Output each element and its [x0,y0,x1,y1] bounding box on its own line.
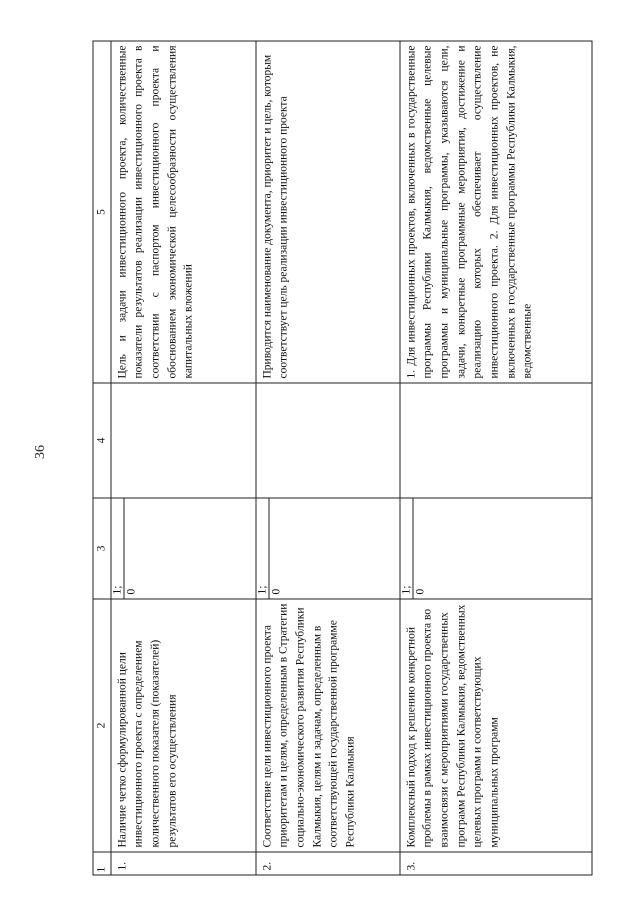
column-header: 5 [93,41,111,383]
weight-cell [399,383,591,498]
criterion-cell: Наличие четко сформулированной цели инвестиционного проекта с определением количественного показателя (показателей) результатов его осуществления [110,599,255,852]
weight-cell [255,383,399,498]
value-top: 1; [111,499,124,599]
row-number: 1. [110,852,255,875]
value-bottom: 0 [269,588,282,595]
column-header: 3 [93,498,111,599]
explanation-cell: 1. Для инвестиционных проектов, включенных в государственные программы Республики Калмыкия, ведомственные целевые программы и муниципальные программы, указываются цели, задачи, конкретные программные мероприятия, достижение и реализацию которых обеспечивает осуществление инвестиционного проекта. 2. Для инвестиционных проектов, не включенных в государственные программы Республики Калмыкия, ведомственные [399,41,591,383]
value-cell [399,498,591,599]
criteria-table [92,41,592,876]
page-number: 36 [33,445,48,459]
explanation-cell: Приводится наименование документа, приоритет и цель, которым соответствует цель реализации инвестиционного проекта [255,41,399,383]
table-row [110,41,255,875]
criterion-cell: Соответствие цели инвестиционного проекта приоритетам и целям, определенным в Стратегии социально-экономического развития Республики Калмыкия, целям и задачам, определенным в соответствующей государственной программе Республики Калмыкия [255,599,399,852]
value-cell [255,498,399,599]
table-row [255,41,399,875]
value-top: 1; [400,499,413,599]
rotated-table-container [92,41,592,876]
value-bottom: 0 [124,588,137,595]
column-header: 1 [93,852,111,875]
explanation-cell: Цель и задачи инвестиционного проекта, количественные показатели результатов реализации инвестиционного проекта в соответствии с паспортом инвестиционного проекта и обоснованием экономической целесообразности осуществления капитальных вложений [110,41,255,383]
row-number: 2. [255,852,399,875]
value-cell [110,498,255,599]
table-row [399,41,591,875]
value-top: 1; [256,499,269,599]
row-number: 3. [399,852,591,875]
weight-cell [110,383,255,498]
column-header: 2 [93,599,111,852]
value-bottom: 0 [413,588,426,595]
criterion-cell: Комплексный подход к решению конкретной проблемы в рамках инвестиционного проекта во взаимосвязи с мероприятиями государственных программ Республики Калмыкия, ведомственных целевых программ и соответствующих муниципальных программ [399,599,591,852]
column-header: 4 [93,383,111,498]
table-header-row [93,41,111,875]
